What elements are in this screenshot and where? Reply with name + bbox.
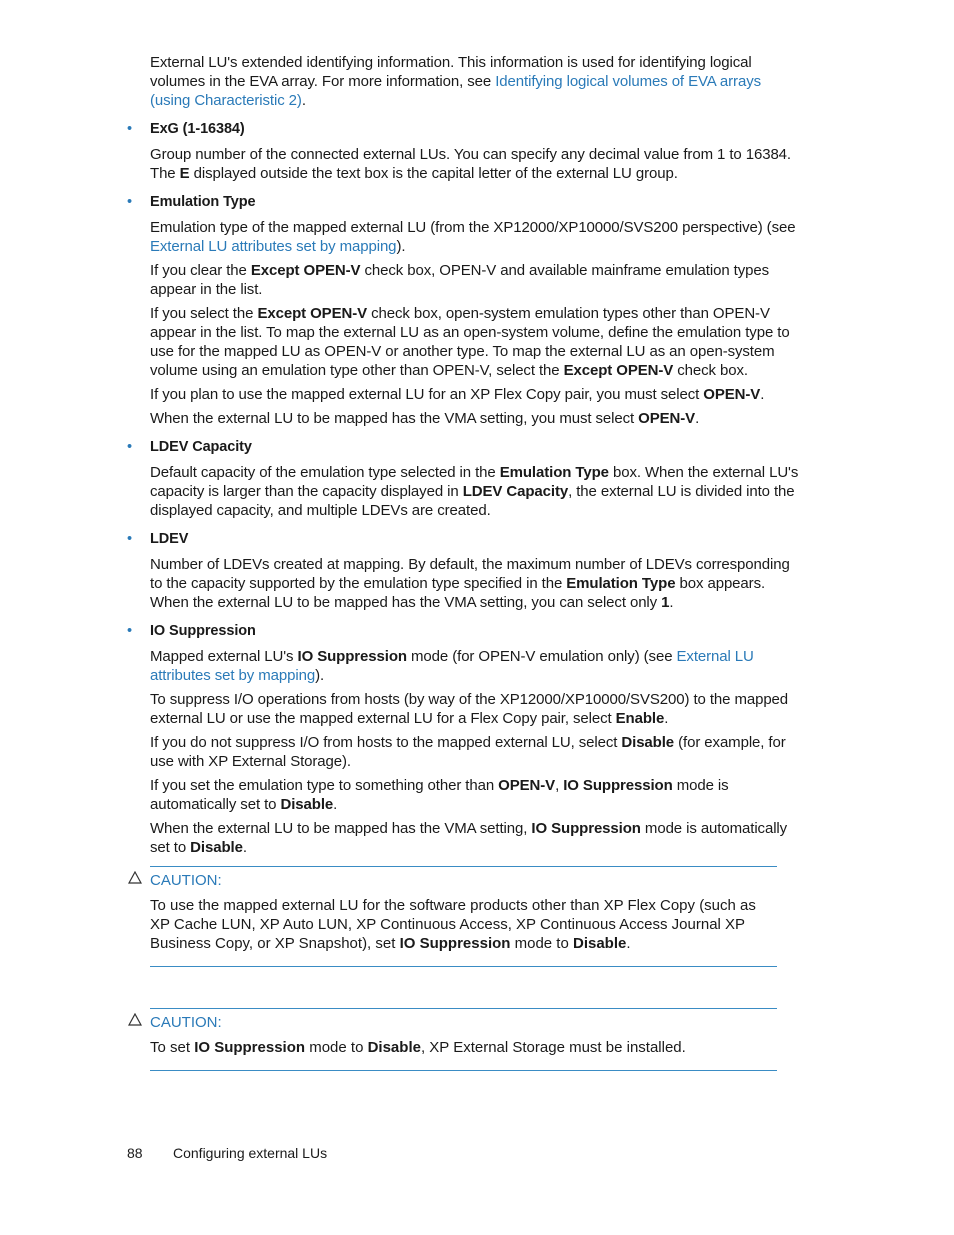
- caution-triangle-icon: [128, 1012, 142, 1031]
- bullet-exg: • ExG (1-16384): [127, 121, 245, 137]
- bullet-ldev: • LDEV: [127, 531, 189, 547]
- emulation-p5: When the external LU to be mapped has the VMA setting, you must select OPEN-V.: [150, 410, 700, 427]
- main-content: [127, 53, 805, 862]
- caution-text-1: To use the mapped external LU for the software products other than XP Flex Copy (such as XP Cache LUN, XP Auto LUN, XP Continuous Access, XP Continuous Access Journal XP Business Copy, or XP Snapshot), set IO Suppression mode to Disable.: [150, 897, 756, 952]
- external-lu-attributes-link[interactable]: External LU attributes set by mapping: [150, 238, 397, 255]
- io-p5: When the external LU to be mapped has the VMA setting, IO Suppression mode is automatically set to Disable.: [150, 820, 788, 856]
- page-footer: [127, 1145, 327, 1161]
- ldev-capacity-description: Default capacity of the emulation type selected in the Emulation Type box. When the external LU's capacity is larger than the capacity displayed in LDEV Capacity, the external LU is divided into the displayed capacity, and multiple LDEVs are created.: [150, 464, 799, 519]
- emulation-p4: If you plan to use the mapped external LU for an XP Flex Copy pair, you must select OPEN-V.: [150, 386, 765, 403]
- emulation-p1: Emulation type of the mapped external LU (from the XP12000/XP10000/SVS200 perspective) (see External LU attributes set by mapping).: [150, 219, 796, 255]
- bullet-icon: •: [127, 194, 132, 210]
- page-number: 88: [127, 1145, 143, 1161]
- caution-title: CAUTION:: [150, 872, 222, 889]
- caution-box-1: [150, 866, 777, 967]
- external-lu-attributes-link-2[interactable]: External LU attributes set by mapping: [150, 648, 754, 684]
- bullet-icon: •: [127, 531, 132, 547]
- caution-box-2: [150, 1008, 777, 1071]
- bullet-ldev-capacity: • LDEV Capacity: [127, 439, 252, 455]
- io-p4: If you set the emulation type to something other than OPEN-V, IO Suppression mode is automatically set to Disable.: [150, 777, 729, 813]
- bullet-io-suppression: • IO Suppression: [127, 623, 256, 639]
- emulation-p2: If you clear the Except OPEN-V check box, OPEN-V and available mainframe emulation types appear in the list.: [150, 262, 770, 298]
- emulation-p3: If you select the Except OPEN-V check box, open-system emulation types other than OPEN-V appear in the list. To map the external LU as an open-system volume, define the emulation type to use for the mapped LU as OPEN-V or another type. To map the external LU as an open-system volume using an emulation type other than OPEN-V, select the Except OPEN-V check box.: [150, 305, 790, 379]
- intro-paragraph: External LU's extended identifying information. This information is used for identifying logical volumes in the EVA array. For more information, see Identifying logical volumes of EVA arrays (using Characteristic 2).: [150, 54, 761, 109]
- caution-text-2: To set IO Suppression mode to Disable, XP External Storage must be installed.: [150, 1039, 686, 1056]
- section-title: Configuring external LUs: [173, 1145, 328, 1161]
- caution-triangle-icon: [128, 870, 142, 889]
- ldev-description: Number of LDEVs created at mapping. By default, the maximum number of LDEVs corresponding to the capacity supported by the emulation type specified in the Emulation Type box appears. When the external LU to be mapped has the VMA setting, you can select only 1.: [150, 556, 790, 611]
- bullet-icon: •: [127, 439, 132, 455]
- caution-title: CAUTION:: [150, 1014, 222, 1031]
- io-p3: If you do not suppress I/O from hosts to the mapped external LU, select Disable (for example, for use with XP External Storage).: [150, 734, 786, 770]
- io-p2: To suppress I/O operations from hosts (by way of the XP12000/XP10000/SVS200) to the mapped external LU or use the mapped external LU for a Flex Copy pair, select Enable.: [150, 691, 789, 727]
- bullet-emulation-type: • Emulation Type: [127, 194, 256, 210]
- io-p1: Mapped external LU's IO Suppression mode (for OPEN-V emulation only) (see External LU attributes set by mapping).: [150, 648, 754, 684]
- bullet-icon: •: [127, 121, 132, 137]
- bullet-icon: •: [127, 623, 132, 639]
- eva-identification-link[interactable]: Identifying logical volumes of EVA arrays (using Characteristic 2): [150, 73, 761, 109]
- exg-description: Group number of the connected external LUs. You can specify any decimal value from 1 to 16384. The E displayed outside the text box is the capital letter of the external LU group.: [150, 146, 791, 182]
